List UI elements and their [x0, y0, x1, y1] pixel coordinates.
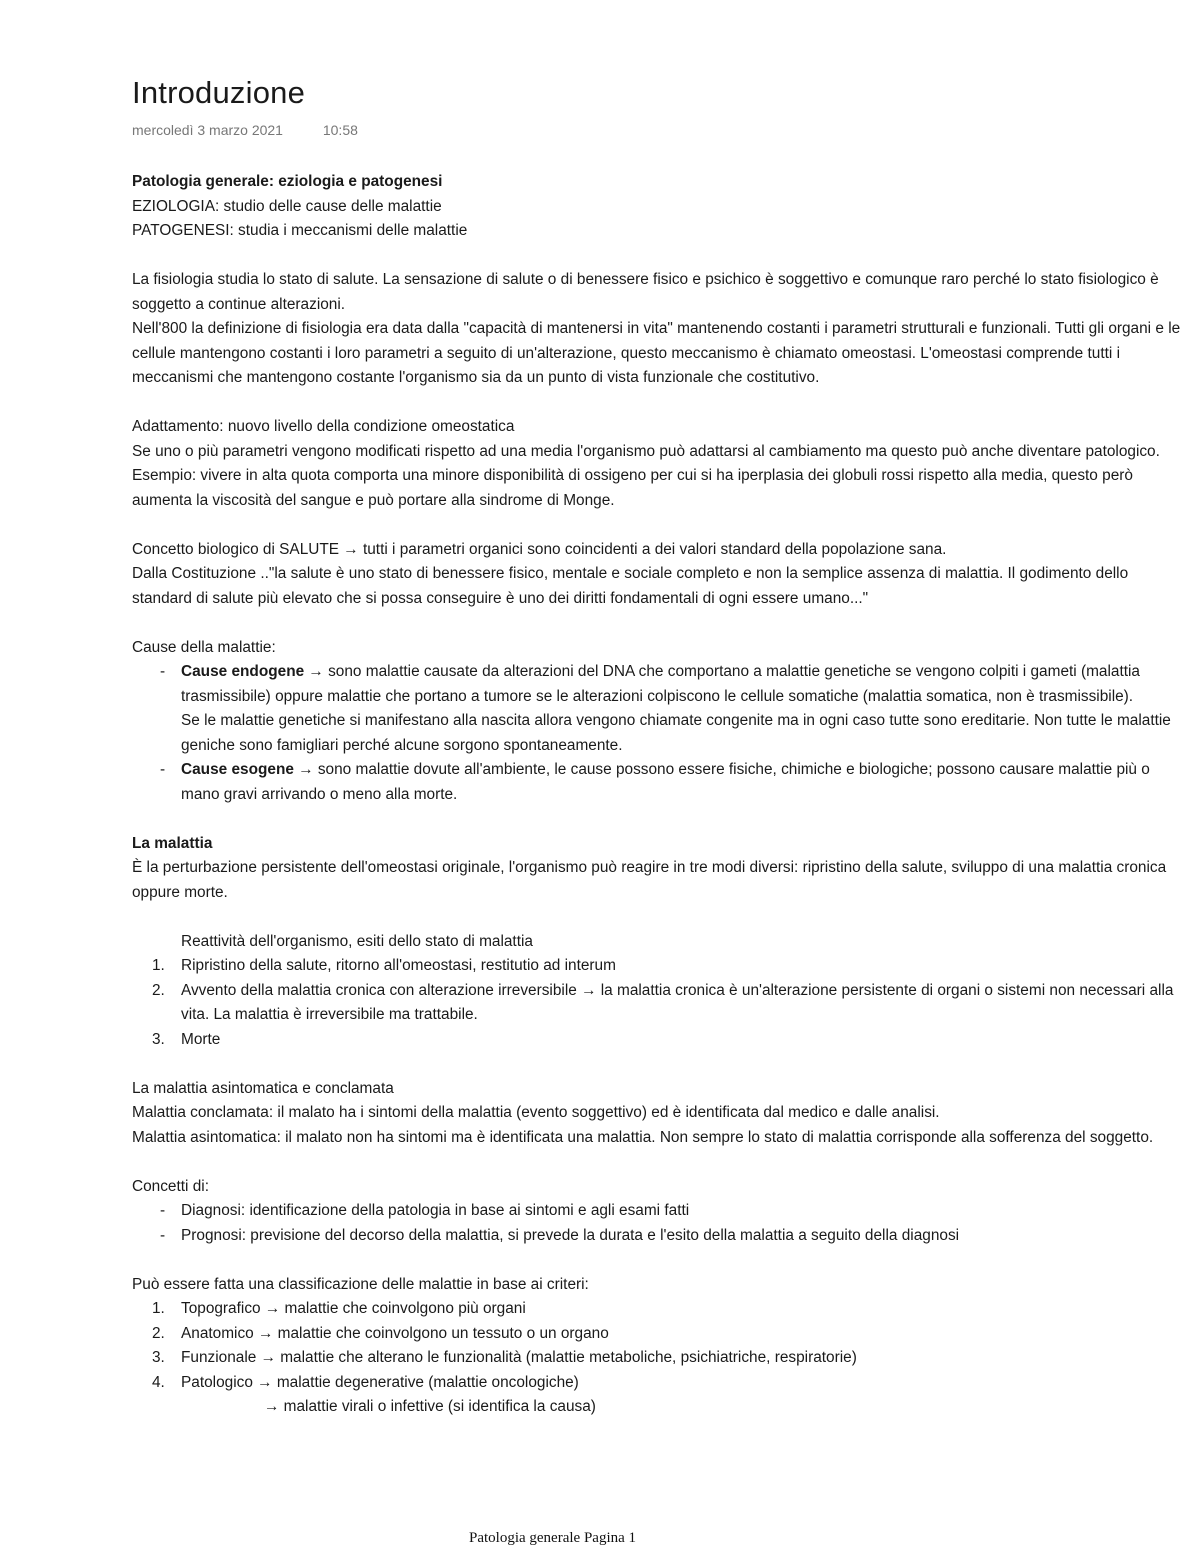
paragraph-adattamento-title: Adattamento: nuovo livello della condizione omeostatica	[132, 418, 515, 435]
list-item-text: Prognosi: previsione del decorso della malattia, si prevede la durata e l'esito della malattia a seguito della diagnosi	[181, 1226, 960, 1244]
classification-continuation: → malattie virali o infettive (si identifica la causa)	[264, 1398, 596, 1415]
list-item-text: Diagnosi: identificazione della patologia in base ai sintomi e agli esami fatti	[181, 1202, 690, 1219]
list-item-text: Avvento della malattia cronica con alterazione irreversibile → la malattia cronica è un'alterazione persistente di organi o sistemi non necessari alla vita. La malattia è irreversibile ma trattabile.	[181, 981, 1174, 1023]
paragraph-omeostasi: Nell'800 la definizione di fisiologia era data dalla "capacità di mantenersi in vita" mantenendo costanti i parametri strutturali e funzionali. Tutti gli organi e le cellule mantengono costanti i loro parametri a seguito di un'alterazione, questo meccanismo è chiamato omeostasi. L'omeostasi comprende tutti i meccanismi che mantengono costante l'organismo sia da un punto di vista funzionale che costitutivo.	[132, 320, 1181, 386]
list-item-bold: Cause endogene	[181, 663, 305, 680]
list-item-extra: Se le malattie genetiche si manifestano alla nascita allora vengono chiamate congenite ma in ogni caso tutte sono ereditarie. Non tutte le malattie geniche sono famigliari perché alcune sorgono spontaneamente.	[181, 712, 1171, 754]
list-marker: 2.	[152, 981, 165, 999]
list-item	[132, 660, 1188, 758]
list-item	[132, 1346, 1188, 1371]
classification-intro: Può essere fatta una classificazione delle malattie in base ai criteri:	[132, 1275, 589, 1293]
list-item	[132, 1224, 1188, 1249]
concepts-intro: Concetti di:	[132, 1177, 209, 1195]
section-heading-malattia: La malattia	[132, 834, 213, 852]
section-heading-eziologia: Patologia generale: eziologia e patogenesi	[132, 173, 443, 190]
concepts-list	[132, 1199, 1188, 1248]
list-item	[132, 758, 1188, 807]
list-marker: -	[160, 1226, 166, 1244]
note-date: mercoledì 3 marzo 2021	[132, 122, 283, 138]
note-time: 10:58	[322, 122, 358, 138]
list-item-text: → sono malattie causate da alterazioni del DNA che comportano a malattie genetiche se vengono colpiti i gameti (malattia trasmissibile) oppure malattie che portano a tumore se le alterazioni colpiscono le cellule somatiche (malattia somatica, non è trasmissibile).	[181, 663, 1140, 705]
list-item-bold: Cause esogene	[181, 761, 294, 778]
paragraph-asintomatica-title: La malattia asintomatica e conclamata	[132, 1079, 394, 1097]
causes-intro: Cause della malattie:	[132, 638, 276, 656]
paragraph-perturbazione: È la perturbazione persistente dell'omeostasi originale, l'organismo può reagire in tre modi diversi: ripristino della salute, sviluppo di una malattia cronica oppure morte.	[132, 859, 1167, 901]
causes-list	[132, 660, 1188, 807]
list-item	[132, 979, 1188, 1028]
classification-list	[132, 1297, 1188, 1395]
paragraph-salute: Concetto biologico di SALUTE → tutti i parametri organici sono coincidenti a dei valori standard della popolazione sana.	[132, 540, 947, 558]
page-footer: Patologia generale Pagina 1	[468, 1530, 637, 1546]
list-marker: 1.	[152, 1300, 165, 1317]
page-title: Introduzione	[132, 75, 306, 110]
list-item-text: Ripristino della salute, ritorno all'omeostasi, restitutio ad interum	[181, 957, 616, 974]
list-marker: -	[160, 663, 166, 680]
paragraph-adattamento: Se uno o più parametri vengono modificati rispetto ad una media l'organismo può adattarsi al cambiamento ma questo può anche diventare patologico. Esempio: vivere in alta quota comporta una minore disponibilità di ossigeno per cui si ha iperplasia dei globuli rossi rispetto alla media, questo però aumenta la viscosità del sangue e può portare alla sindrome di Monge.	[132, 442, 1160, 509]
note-page	[132, 74, 1188, 1420]
list-item-text: Morte	[181, 1030, 221, 1048]
paragraph-costituzione: Dalla Costituzione .."la salute è uno stato di benessere fisico, mentale e sociale completo e non la semplice assenza di malattia. Il godimento dello standard di salute più elevato che si possa conseguire è uno dei diritti fondamentali di ogni essere umano..."	[132, 565, 1129, 607]
list-item	[132, 1371, 1188, 1396]
date-line	[132, 122, 1188, 142]
list-item-text: Funzionale → malattie che alterano le funzionalità (malattie metaboliche, psichiatriche, respiratorie)	[181, 1349, 857, 1366]
paragraph-fisiologia: La fisiologia studia lo stato di salute. La sensazione di salute o di benessere fisico e psichico è soggettivo e comunque raro perché lo stato fisiologico è soggetto a continue alterazioni.	[132, 271, 1159, 313]
list-marker: 4.	[152, 1373, 165, 1391]
list-item-text: → sono malattie dovute all'ambiente, le cause possono essere fisiche, chimiche e biologiche; possono causare malattie più o mano gravi arrivando o meno alla morte.	[181, 761, 1150, 803]
reattivita-subtitle: Reattività dell'organismo, esiti dello stato di malattia	[181, 932, 533, 950]
note-content	[132, 170, 1188, 1420]
list-item	[132, 1297, 1188, 1322]
paragraph-asintomatica: Malattia asintomatica: il malato non ha sintomi ma è identificata una malattia. Non sempre lo stato di malattia corrisponde alla sofferenza del soggetto.	[132, 1128, 1154, 1146]
definition-eziologia: EZIOLOGIA: studio delle cause delle malattie	[132, 197, 442, 215]
list-marker: 3.	[152, 1030, 165, 1048]
definition-patogenesi: PATOGENESI: studia i meccanismi delle malattie	[132, 222, 468, 239]
list-marker: -	[160, 761, 166, 778]
list-marker: 1.	[152, 957, 165, 974]
list-marker: 3.	[152, 1349, 165, 1366]
list-item	[132, 1199, 1188, 1224]
list-item	[132, 1322, 1188, 1347]
list-marker: -	[160, 1202, 166, 1219]
paragraph-conclamata: Malattia conclamata: il malato ha i sintomi della malattia (evento soggettivo) ed è identificata dal medico e dalle analisi.	[132, 1104, 940, 1121]
outcomes-list	[132, 954, 1188, 1052]
list-item	[132, 1028, 1188, 1053]
list-marker: 2.	[152, 1324, 165, 1342]
list-item-text: Patologico → malattie degenerative (malattie oncologiche)	[181, 1373, 579, 1391]
list-item-text: Anatomico → malattie che coinvolgono un tessuto o un organo	[181, 1324, 609, 1342]
list-item-text: Topografico → malattie che coinvolgono più organi	[181, 1300, 526, 1317]
list-item	[132, 954, 1188, 979]
